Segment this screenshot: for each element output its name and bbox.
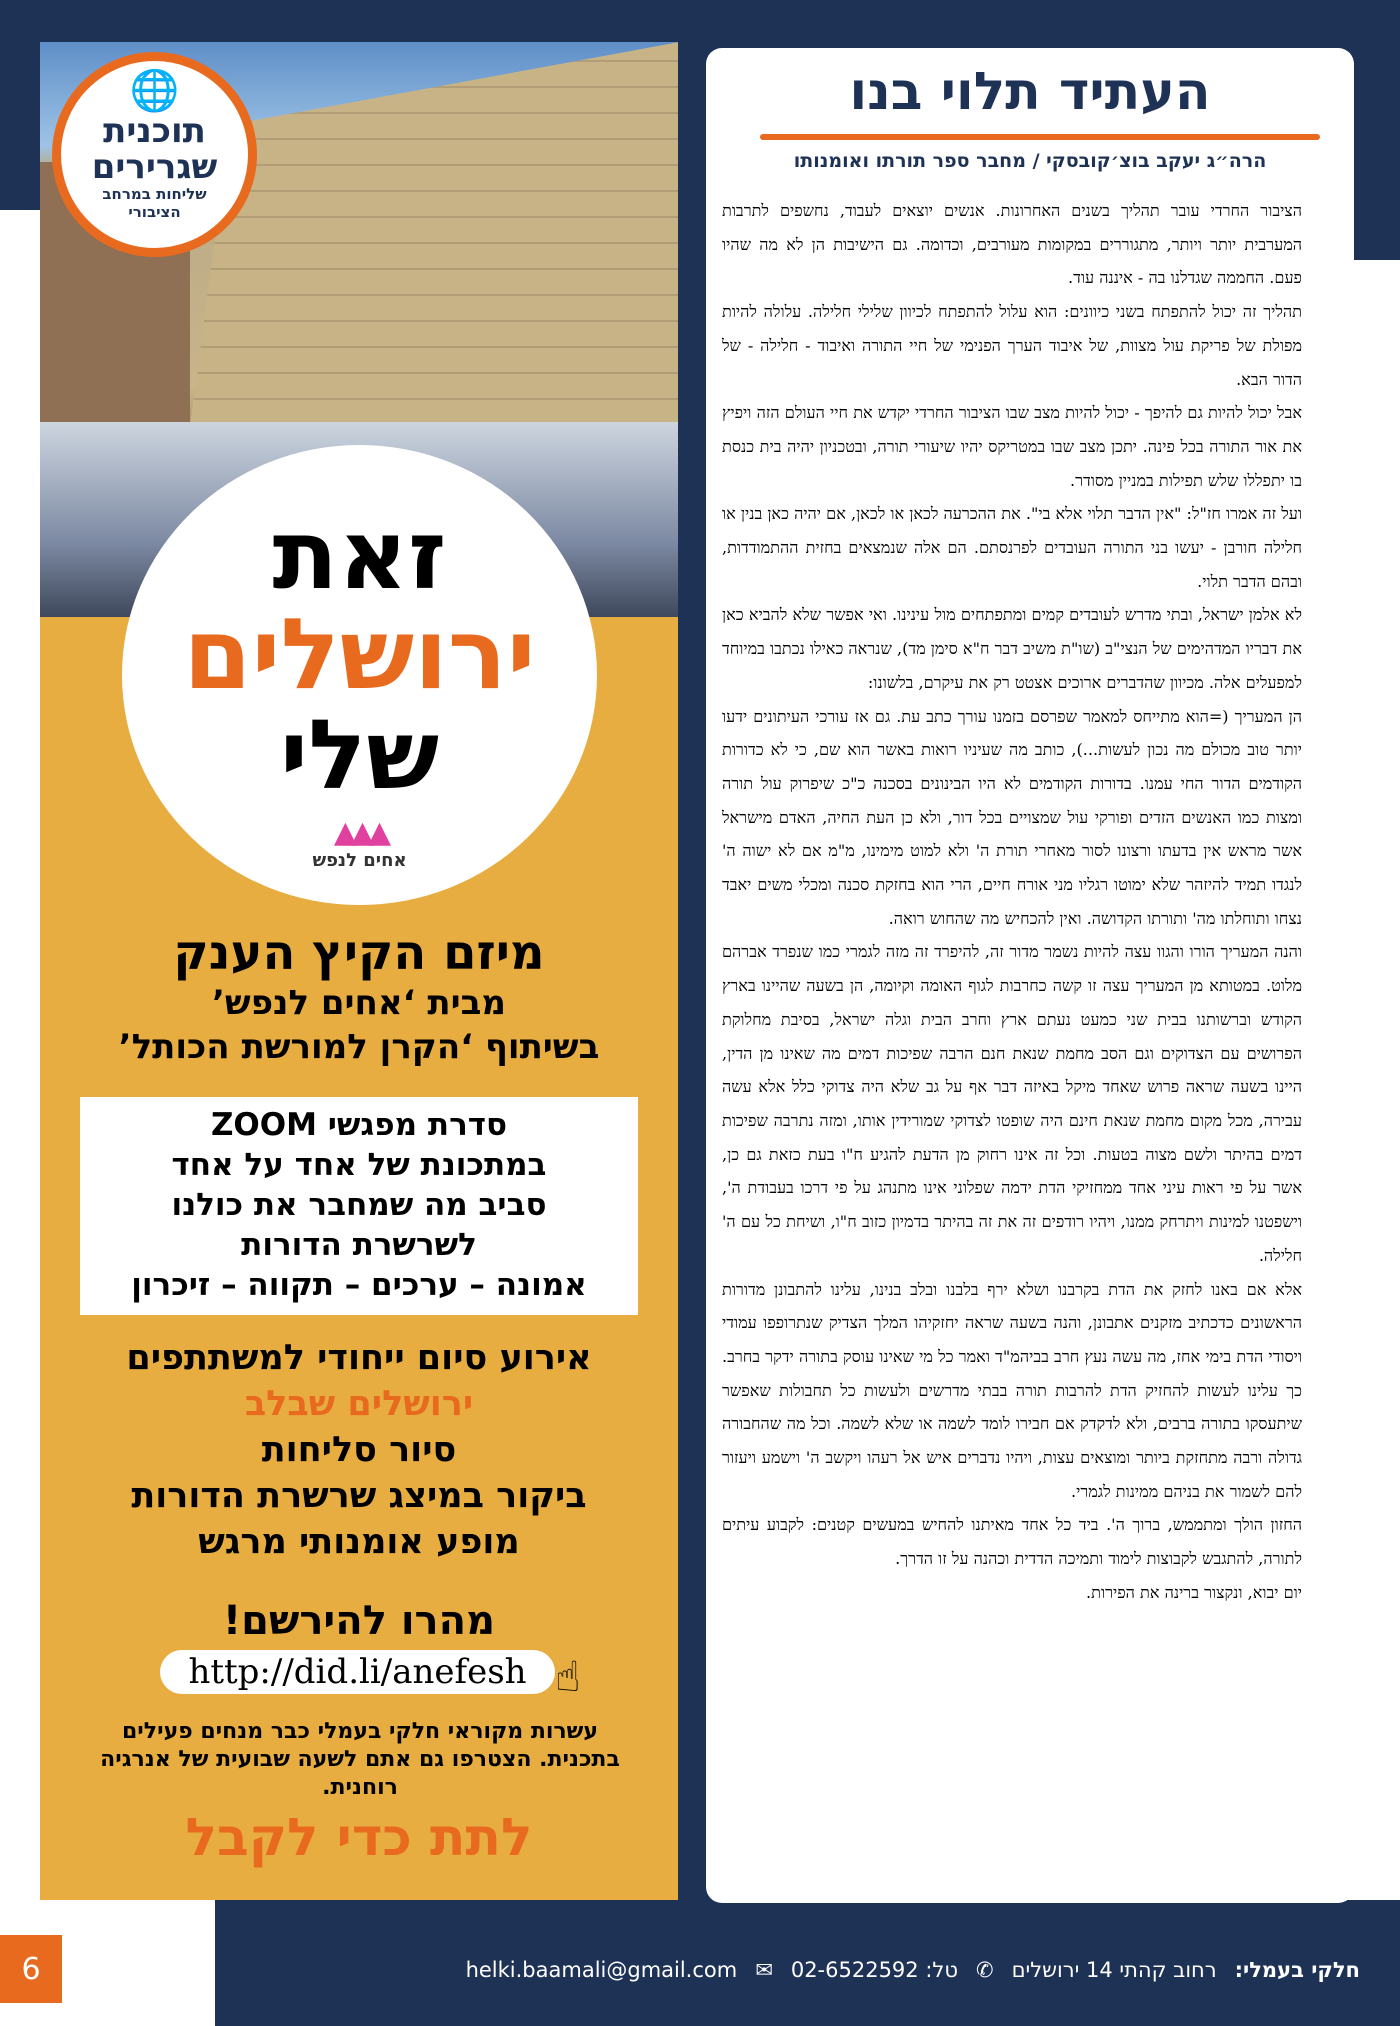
article-author: הרה״ג יעקב בוצ׳קובסקי / מחבר ספר תורתו ואומנותו (793, 150, 1267, 172)
phone-icon: ✆ (975, 1958, 994, 1982)
headline-title: מיזם הקיץ הענק (173, 925, 545, 981)
slogan: לתת כדי לקבל (185, 1808, 533, 1868)
footer-org: חלקי בעמלי: (1234, 1958, 1360, 1982)
logo-title: תוכנית שגרירים (91, 111, 218, 187)
event-line-highlight: ירושלים שבלב (244, 1384, 474, 1424)
event-line: סיור סליחות (261, 1430, 457, 1470)
event-line: אירוע סיום ייחודי למשתתפים (126, 1338, 592, 1378)
zoom-line: במתכונת של אחד על אחד (171, 1147, 547, 1183)
mail-icon: ✉ (755, 1958, 773, 1982)
campaign-line1: זאת (272, 499, 447, 611)
campaign-circle (122, 445, 597, 905)
footer-phone: טל: 02-6522592 (790, 1958, 958, 1982)
campaign-line2: ירושלים (183, 598, 536, 712)
article-paragraph: ועל זה אמרו חז"ל: "אין הדבר תלוי אלא בי". את ההכרעה לכאן או לכאן, אם יהיה כאן בנין או חלילה חורבן - יעשו בני התורה העובדים לפרנסתם. הם אלה שנמצאים בחזית ההתמודדות, ובהם הדבר תלוי. (722, 504, 1302, 591)
logo-subtitle: שליחות במרחב הציבורי (102, 185, 207, 221)
zoom-line: סביב מה שמחבר את כולנו (171, 1187, 547, 1223)
brand-logo (122, 815, 597, 871)
article-paragraph: תהליך זה יכול להתפתח בשני כיוונים: הוא עלול להתפתח לכיוון שלילי חלילה. עלולה להיות מפולת של פריקת עול מצוות, של איבוד הערך הפנימי של חיי התורה ואיבוד - חלילה - של הדור הבא. (722, 302, 1302, 389)
event-line: ביקור במיצג שרשרת הדורות (131, 1476, 587, 1516)
zoom-line: לשרשרת הדורות (241, 1227, 477, 1263)
article-paragraph: והנה המעריך הורו והגוו עצה להיות נשמר מדור זה, להיפרד זה מזה לגמרי כמו שנפרד אברהם מלוט. במטותא מן המעריך עצה זו קשה כחרבות לגוף האומה וקיומה, הן בשעה שהיינו בארץ הקודש וברשותנו בבית שני כמעט נעתם ארץ וחרב הבית וגלה ישראל, בסיבת מחלוקת הפרושים עם הצדוקים וגם הסב מחמת שנאת חנם הרבה שפיכות דמים מה שאינו מן הדין, היינו בשעה שראה פרוש שאחד מיקל באיזה דבר אף על גב שלא היה צדוקי כלל אלא עשה עבירה, מכל מקום מחמת שנאת חינם היה שופטו לצדוקי שמורידין אותו, ומזה נתרבה שפיכות דמים בהיתר ולשם מצוה בטעות. וכל זה אינו רחוק מן הדעת להגיע ח"ו בעת כזאת גם כן, אשר על פי ראות עיני אחד ממחזיקי הדת ידמה שפלוני אינו מתנהג על פי דרכו בעבודת ה', וישפטנו למינות ויתרחק ממנו, ויהיו רודפים זה את זה בהיתר בדמיון כזוב ח"ו, ושיחת כל עם ה' חלילה. (722, 942, 1302, 1265)
globe-icon: 🌐 (129, 68, 180, 114)
headline-line3: בשיתוף ‘הקרן למורשת הכותל’ (118, 1027, 600, 1067)
zoom-line: סדרת מפגשי ZOOM (210, 1107, 508, 1143)
campaign-line3: שלי (279, 699, 440, 811)
zoom-box (80, 1097, 638, 1315)
footer (460, 1950, 1360, 1990)
brand-mark-icon: ▲▲▲ (333, 815, 386, 850)
article-paragraph: יום יבוא, ונקצור ברינה את הפירות. (1086, 1582, 1302, 1602)
event-line: מופע אומנותי מרגש (198, 1522, 520, 1562)
pointer-hand-icon: ☝ (555, 1652, 581, 1701)
ambassadors-logo (52, 52, 257, 257)
headline-line2: מבית ‘אחים לנפש’ (212, 983, 506, 1023)
page-number: 6 (0, 1935, 62, 2003)
about-text: עשרות מקוראי חלקי בעמלי כבר מנחים פעילים בתכנית. הצטרפו גם אתם לשעה שבועית של אנרגיה רוחנית. (100, 1719, 620, 1800)
zoom-line: אמונה – ערכים – תקווה – זיכרון (131, 1267, 587, 1303)
register-heading: מהרו להירשם! (222, 1598, 496, 1644)
article-paragraph: לא אלמן ישראל, ובתי מדרש לעובדים קמים ומתפתחים מול עינינו. ואי אפשר שלא להביא כאן את דבריו המדהימים של הנצי"ב (שו"ת משיב דבר ח"א סימן מד), שנראה כאילו נכתבו במיוחד למפעלים אלה. מכיוון שהדברים ארוכים אצטט רק את עיקרם, בלשונו: (722, 605, 1302, 692)
article-title: העתיד תלוי בנו (849, 62, 1211, 122)
article-paragraph: אבל יכול להיות גם להיפך - יכול להיות מצב שבו הציבור החרדי יקדש את חיי העולם הזה ויפיץ את אור התורה בכל פינה. יתכן מצב שבו במטריקס יהיו שיעורי תורה, ובטכניון יהיה בית כנסת בו יתפללו שלש תפילות במניין מסודר. (722, 403, 1302, 490)
article-paragraph: החזון הולך ומתממש, ברוך ה'. ביד כל אחד מאיתנו להחיש במעשים קטנים: לקבוע עיתים לתורה, להתגבש לקבוצות לימוד ותמיכה הדדית וכהנה על זו הדרך. (722, 1515, 1302, 1569)
article-paragraph: הן המעריך (=הוא מתייחס למאמר שפרסם בזמנו עורך כתב עת. גם אז עורכי העיתונים ידעו יותר טוב מכולם מה נכון לעשות...), כותב מה שעיניו רואות באשר הוא שם, כי לא כדורות הקודמים הדור החי עמנו. בדורות הקודמים לא היו הבינונים בסכנה כ"כ שיפרוק עול תורה ומצות כמו האנשים הזדים ופורקי עול שמצויים בכל דור, ולא כן העת החיה, האדם מישראל אשר מראש אין בדעתו ורצונו לסור מאחרי תורת ה' ולא למוט מימינו, מ"מ אם לא ישוה ה' לנגדו תמיד להיזהר שלא ימוטו רגליו מני אורח חיים, הרי הוא בחזקת סכנה ומכלי משים יאבד נצחו ותוחלתו מה' ותורתו הקדושה. ואין להכחיש מה שהחוש רואה. (722, 706, 1302, 928)
footer-email[interactable]: helki.baamali@gmail.com (465, 1958, 738, 1982)
article-paragraph: הציבור החרדי עובר תהליך בשנים האחרונות. אנשים יוצאים לעבוד, נחשפים לתרבות המערבית יותר ויותר, מתגוררים במקומות מעורבים, וכדומה. גם הישיבות הן לא מה שהיו פעם. החממה שגדלנו בה - איננה עוד. (722, 201, 1302, 288)
title-underline (760, 134, 1320, 140)
promo-headline (40, 925, 678, 1069)
brand-name: אחים לנפש (312, 850, 407, 871)
article-body (722, 194, 1302, 1610)
footer-address: רחוב קהתי 14 ירושלים (1011, 1958, 1217, 1982)
registration-link[interactable]: http://did.li/anefesh (160, 1650, 555, 1694)
article-paragraph: אלא אם באנו לחזק את הדת בקרבנו ושלא ירף בלבנו ובלב בנינו, עלינו להתבונן מדורות הראשונים כדכתיב מזקנים אתבונן, והנה בשעה שראה יחזקיהו המלך הצדיק שנתרופפו עמודי ויסודי הדת בימי אחז, מה עשה נעץ חרב בביהמ"ד ואמר כל מי שאינו עוסק בתורה ידקר בחרב. כך עלינו לעשות להחזיק הדת להרבות תורה בבתי מדרשים ולעשות כל תחבולות שאפשר שיתעסקו בתורה ברבים, ולא לדקדק אם חבירו לומד לשמה או שלא לשמה. וכל מה שהחבורה גדולה ורבה מתחזקת ביותר ומוצאים עצות, ויהיו נדברים איש אל רעהו ויקשב ה' וישמע ויעזור להם לשמור את בניהם ממינות לגמרי. (722, 1279, 1302, 1501)
closing-event (40, 1335, 678, 1565)
